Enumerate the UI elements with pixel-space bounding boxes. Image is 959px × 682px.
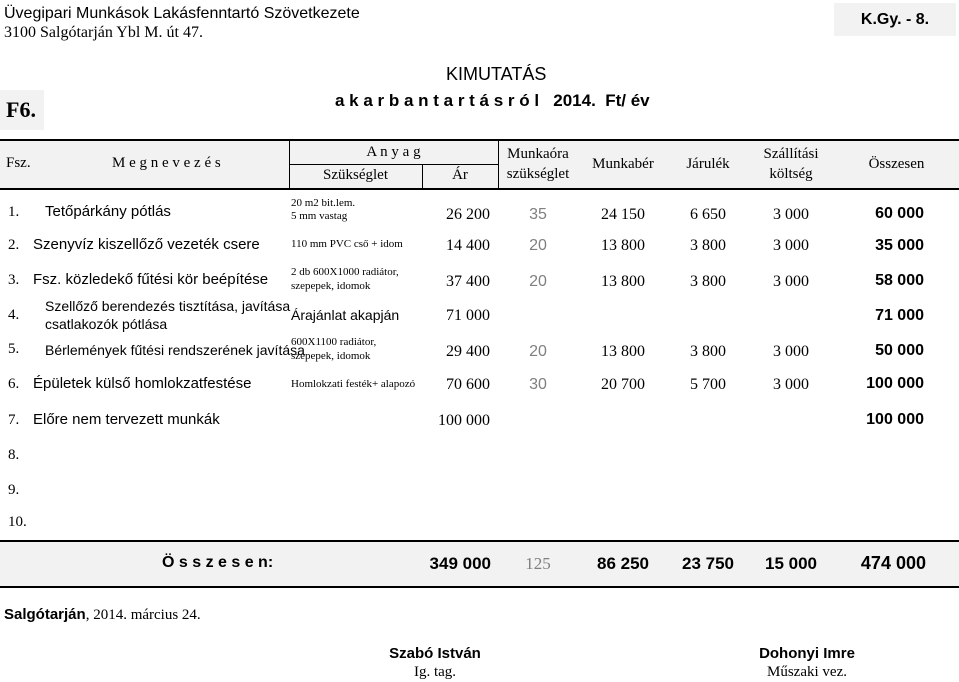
anyag-underline (289, 164, 498, 165)
row-name: Előre nem tervezett munkák (33, 411, 220, 428)
row-contrib: 3 800 (690, 273, 726, 290)
row-name: Tetőpárkány pótlás (45, 203, 171, 220)
row-transport: 3 000 (773, 376, 809, 393)
row-wage: 20 700 (601, 376, 645, 393)
row-ar: 71 000 (446, 307, 490, 324)
row-need-line2: szepepek, idomok (291, 350, 371, 362)
row-wage: 13 800 (601, 237, 645, 254)
col-szallitasi-1: Szállítási (763, 146, 819, 162)
totals-contrib: 23 750 (682, 554, 734, 573)
row-number: 4. (8, 307, 20, 323)
row-number: 2. (8, 237, 20, 253)
totals-transport: 15 000 (765, 554, 817, 573)
signatory-2-role: Műszaki vez. (767, 664, 847, 680)
col-jarulek: Járulék (686, 156, 730, 172)
totals-hours: 125 (525, 554, 551, 573)
row-ar: 70 600 (446, 376, 490, 393)
signatory-2-name: Dohonyi Imre (759, 645, 855, 662)
col-megnevezes: M e g n e v e z é s (112, 155, 221, 171)
row-need-line1: 600X1100 radiátor, (291, 336, 377, 348)
row-hours: 30 (529, 376, 547, 393)
totals-label: Ö s s z e s e n: (162, 554, 274, 571)
row-number: 3. (8, 272, 20, 288)
header-bottom-line (0, 188, 959, 190)
row-transport: 3 000 (773, 343, 809, 360)
totals-total: 474 000 (860, 553, 926, 573)
row-total: 71 000 (875, 307, 924, 324)
header-top-line (0, 139, 959, 141)
col-anyag: A n y a g (366, 144, 421, 160)
row-wage: 13 800 (601, 343, 645, 360)
row-need-line2: 5 mm vastag (291, 210, 348, 222)
row-number: 1. (8, 204, 20, 220)
row-contrib: 5 700 (690, 376, 726, 393)
row-number: 10. (8, 514, 27, 530)
col-osszesen: Összesen (868, 156, 925, 172)
col-munkaber: Munkabér (592, 156, 654, 172)
totals-ar: 349 000 (429, 554, 491, 573)
row-total: 100 000 (866, 375, 924, 392)
row-name: Szenyvíz kiszellőző vezeték csere (33, 236, 260, 253)
signatory-1-role: Ig. tag. (413, 664, 457, 680)
row-need-line1: 2 db 600X1000 radiátor, (291, 266, 399, 278)
row-name: Fsz. közledekő fűtési kör beépítése (33, 271, 269, 288)
row-number: 5. (8, 341, 20, 357)
col-ar: Ár (452, 167, 468, 183)
row-total: 58 000 (875, 272, 924, 289)
row-transport: 3 000 (773, 237, 809, 254)
row-contrib: 6 650 (690, 206, 726, 223)
row-total: 100 000 (866, 411, 924, 428)
row-hours: 20 (529, 237, 547, 254)
signatory-1-name: Szabó István (389, 645, 481, 662)
row-contrib: 3 800 (690, 343, 726, 360)
page-title: KIMUTATÁS (446, 64, 547, 84)
row-name-line1: Szellőző berendezés tisztítása, javítása (45, 298, 291, 314)
totals-wage: 86 250 (597, 554, 649, 573)
row-number: 6. (8, 376, 20, 392)
row-number: 8. (8, 447, 20, 463)
totals-top-line (0, 540, 959, 542)
footer-date-line (4, 606, 201, 624)
row-name: Épületek külső homlokzatfestése (33, 375, 252, 392)
row-hours: 35 (529, 206, 547, 223)
row-total: 35 000 (875, 237, 924, 254)
row-name: Bérlemények fűtési rendszerének javítása (45, 342, 305, 358)
row-contrib: 3 800 (690, 237, 726, 254)
row-hours: 20 (529, 343, 547, 360)
org-address: 3100 Salgótarján Ybl M. út 47. (4, 24, 203, 41)
totals-bottom-line (0, 586, 959, 588)
footer-place: Salgótarján (4, 606, 86, 623)
col-fsz: Fsz. (6, 155, 31, 171)
row-need-line1: 20 m2 bit.lem. (291, 197, 356, 209)
row-ar: 26 200 (446, 206, 490, 223)
row-number: 9. (8, 482, 20, 498)
sheet-label: F6. (6, 97, 36, 122)
row-number: 7. (8, 412, 20, 428)
row-total: 50 000 (875, 342, 924, 359)
row-transport: 3 000 (773, 273, 809, 290)
row-total: 60 000 (875, 205, 924, 222)
row-wage: 13 800 (601, 273, 645, 290)
row-hours: 20 (529, 273, 547, 290)
document-code: K.Gy. - 8. (860, 11, 930, 28)
row-need-line2: szepepek, idomok (291, 280, 371, 292)
col-munkaora-1: Munkaóra (507, 146, 569, 162)
row-ar: 37 400 (446, 273, 490, 290)
row-need-line1: Homlokzati festék+ alapozó (291, 378, 416, 390)
row-transport: 3 000 (773, 206, 809, 223)
page-subtitle: a k a r b a n t a r t á s r ó l 2014. Ft/ év (335, 91, 650, 110)
col-szukseglet: Szükséglet (323, 167, 388, 183)
footer-date: , 2014. március 24. (85, 607, 201, 623)
row-wage: 24 150 (601, 206, 645, 223)
row-need-line1: Árajánlat akapján (291, 307, 400, 323)
row-ar: 29 400 (446, 343, 490, 360)
row-ar: 100 000 (438, 412, 490, 429)
row-name-line2: csatlakozók pótlása (45, 316, 168, 332)
col-szallitasi-2: költség (769, 166, 813, 182)
org-name: Üvegipari Munkások Lakásfenntartó Szövetkezete (4, 5, 360, 22)
row-need-line1: 110 mm PVC cső + idom (291, 238, 403, 250)
row-ar: 14 400 (446, 237, 490, 254)
col-munkaora-2: szükséglet (506, 166, 570, 182)
